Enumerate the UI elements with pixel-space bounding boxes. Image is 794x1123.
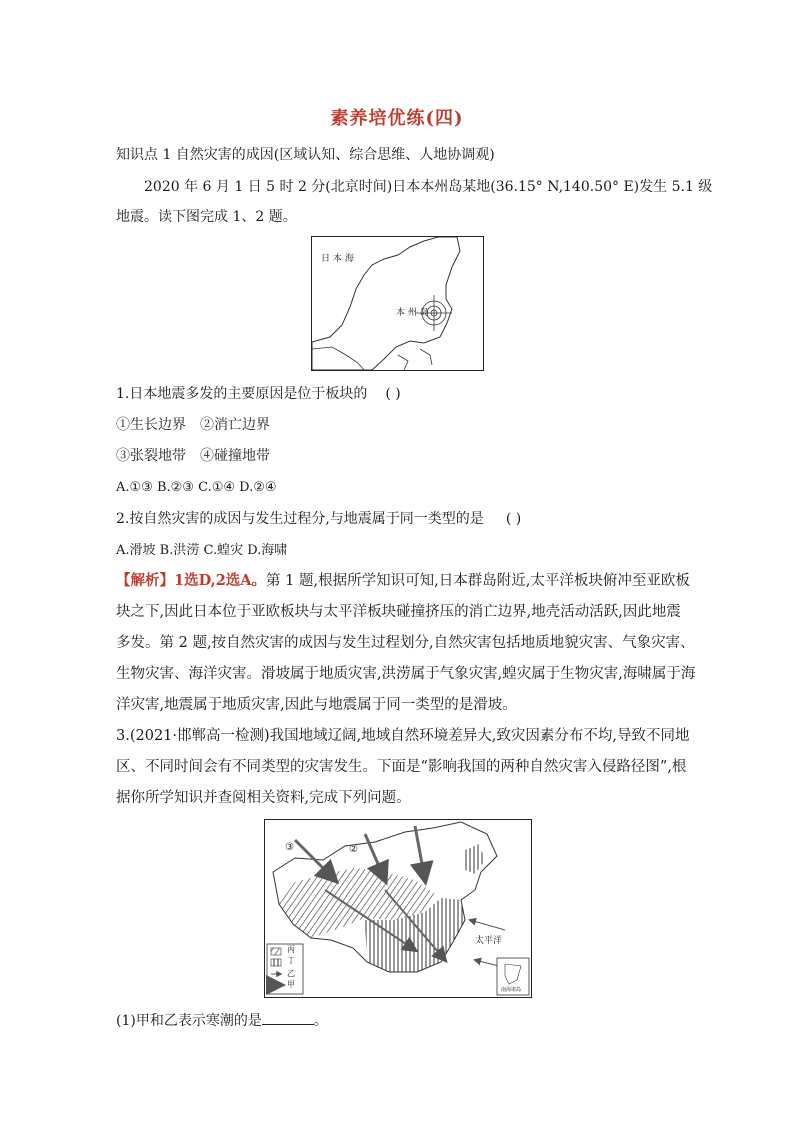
intro-line-2: 地震。读下图完成 1、2 题。 — [116, 209, 297, 225]
legend-ding-label: 丁 — [287, 956, 295, 965]
intro-line-1: 2020 年 6 月 1 日 5 时 2 分(北京时间)日本本州岛某地(36.15° N,140.50° E)发生 5.1 级 — [144, 179, 713, 195]
analysis-line-3: 多发。第 2 题,按自然灾害的成因与发生过程划分,自然灾害包括地质地貌灾害、气象灾害、 — [116, 635, 695, 651]
sea-of-japan-label: 日 本 海 — [321, 254, 354, 264]
q3-sub1-answer-blank[interactable] — [262, 1010, 314, 1025]
legend-bing-label: 丙 — [287, 945, 295, 954]
q3-line-1: 3.(2021·邯郸高一检测)我国地域辽阔,地域自然环境差异大,致灾因素分布不均,导致不同地 — [116, 728, 690, 744]
analysis-line-1: 第 1 题,根据所学知识可知,日本群岛附近,太平洋板块俯冲至亚欧板 — [266, 573, 690, 589]
q3-line-3: 据你所学知识并查阅相关资料,完成下列问题。 — [116, 790, 411, 806]
map-label-3: ③ — [285, 842, 294, 853]
analysis-line-5: 洋灾害,地震属于地质灾害,因此与地震属于同一类型的是滑坡。 — [116, 697, 517, 713]
analysis-block — [116, 570, 696, 716]
q1-stem — [116, 384, 401, 404]
q1-choices: A.①③ B.②③ C.①④ D.②④ — [116, 480, 277, 495]
q1-option-3: ③张裂地带 — [116, 448, 186, 464]
analysis-tag: 【解析】1选D,2选A。 — [116, 572, 267, 589]
q3-block — [116, 725, 690, 809]
analysis-line-2: 块之下,因此日本位于亚欧板块与太平洋板块碰撞挤压的消亡边界,地壳活动活跃,因此地震 — [116, 604, 681, 620]
q3-sub1-text: (1)甲和乙表示寒潮的是 — [116, 1013, 262, 1029]
legend-yi-label: 乙 — [287, 969, 295, 978]
china-disaster-map-graphic — [265, 820, 531, 997]
inset-label: 南海诸岛 — [501, 987, 522, 993]
pacific-ocean-label: 太平洋 — [475, 936, 503, 946]
q1-option-1: ①生长边界 — [116, 417, 186, 433]
q3-sub1 — [116, 1010, 328, 1031]
q1-options-line-1 — [116, 415, 270, 435]
honshu-label: 本 州 岛 — [396, 308, 429, 318]
q3-line-2: 区、不同时间会有不同类型的灾害发生。下面是“影响我国的两种自然灾害入侵路径图”,根 — [116, 759, 687, 775]
q2-choices: A.滑坡 B.洪涝 C.蝗灾 D.海啸 — [116, 543, 288, 558]
q3-sub1-end: 。 — [313, 1013, 328, 1029]
q1-stem-text: 1.日本地震多发的主要原因是位于板块的 — [116, 386, 368, 402]
map-label-2: ② — [349, 844, 358, 855]
china-disaster-map — [264, 819, 532, 998]
q1-option-2: ②消亡边界 — [200, 417, 270, 433]
q1-option-4: ④碰撞地带 — [200, 448, 270, 464]
section-heading: 知识点 1 自然灾害的成因(区域认知、综合思维、人地协调观) — [116, 147, 495, 163]
q1-options-line-2 — [116, 446, 270, 466]
q1-answer-paren: ( ) — [385, 386, 401, 402]
analysis-line-4: 生物灾害、海洋灾害。滑坡属于地质灾害,洪涝属于气象灾害,蝗灾属于生物灾害,海啸属于海 — [116, 666, 696, 682]
legend-jia-label: 甲 — [287, 980, 295, 989]
q2-answer-paren: ( ) — [505, 511, 522, 527]
q2-stem — [116, 509, 521, 529]
q2-stem-text: 2.按自然灾害的成因与发生过程分,与地震属于同一类型的是 — [116, 511, 484, 527]
page-title: 素养培优练(四) — [330, 108, 464, 129]
japan-map — [311, 236, 484, 371]
